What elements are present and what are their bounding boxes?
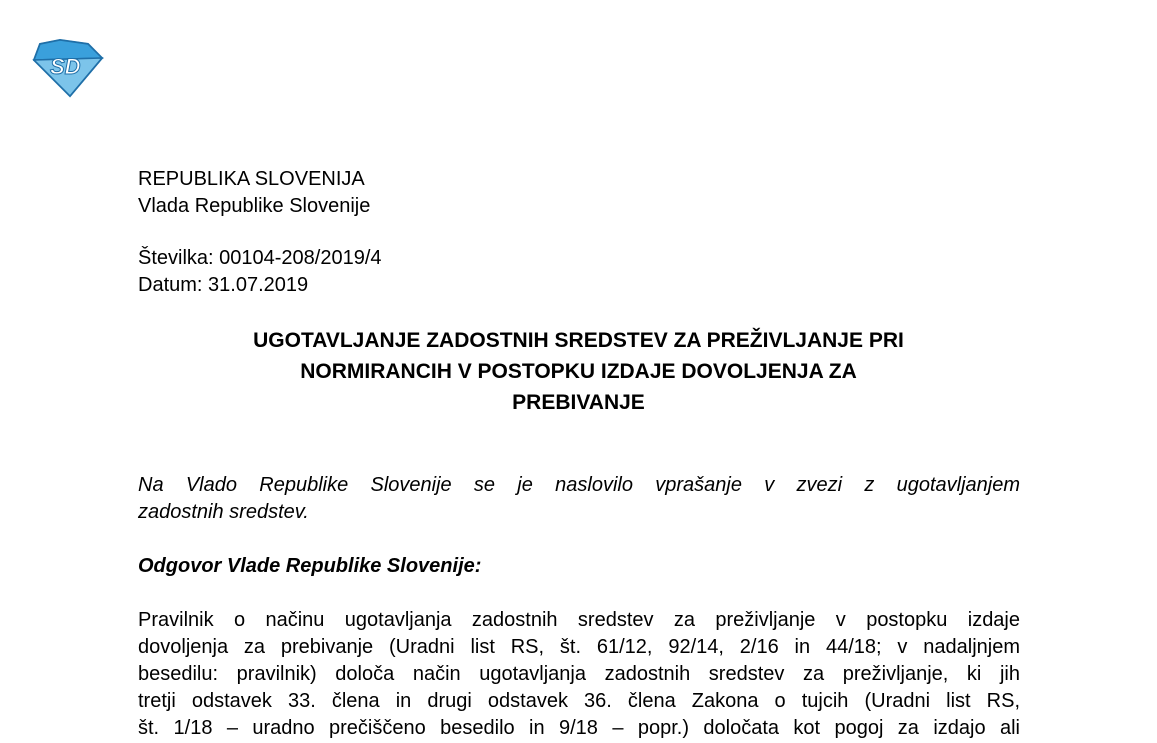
- title-line: NORMIRANCIH V POSTOPKU IZDAJE DOVOLJENJA ZA: [300, 360, 857, 383]
- logo-text: SD: [50, 54, 81, 79]
- document-number: Številka: 00104-208/2019/4: [138, 247, 382, 269]
- government-name: Vlada Republike Slovenije: [138, 195, 371, 217]
- answer-line: dovoljenja za prebivanje (Uradni list RS, št. 61/12, 92/14, 2/16 in 44/18; v nadaljnjem: [138, 636, 1020, 658]
- title-line: UGOTAVLJANJE ZADOSTNIH SREDSTEV ZA PREŽIVLJANJE PRI: [253, 329, 904, 352]
- sd-diamond-logo-icon: [30, 38, 106, 100]
- republic-name: REPUBLIKA SLOVENIJA: [138, 168, 365, 190]
- answer-line: tretji odstavek 33. člena in drugi odstavek 36. člena Zakona o tujcih (Uradni list RS,: [138, 690, 1020, 712]
- question-paragraph: [138, 472, 1020, 526]
- question-line: Na Vlado Republike Slovenije se je naslovilo vprašanje v zvezi z ugotavljanjem: [138, 474, 1020, 496]
- answer-line: besedilu: pravilnik) določa način ugotavljanja zadostnih sredstev za preživljanje, ki jih: [138, 663, 1020, 685]
- document-title: [0, 325, 1157, 418]
- answer-line: Pravilnik o načinu ugotavljanja zadostnih sredstev za preživljanje v postopku izdaje: [138, 609, 1020, 631]
- title-line: PREBIVANJE: [512, 391, 645, 414]
- document-date: Datum: 31.07.2019: [138, 274, 309, 296]
- answer-heading: Odgovor Vlade Republike Slovenije:: [138, 555, 482, 577]
- answer-line: št. 1/18 – uradno prečiščeno besedilo in 9/18 – popr.) določata kot pogoj za izdajo ali: [138, 717, 1020, 739]
- question-line: zadostnih sredstev.: [138, 501, 309, 523]
- answer-paragraph: [138, 607, 1020, 742]
